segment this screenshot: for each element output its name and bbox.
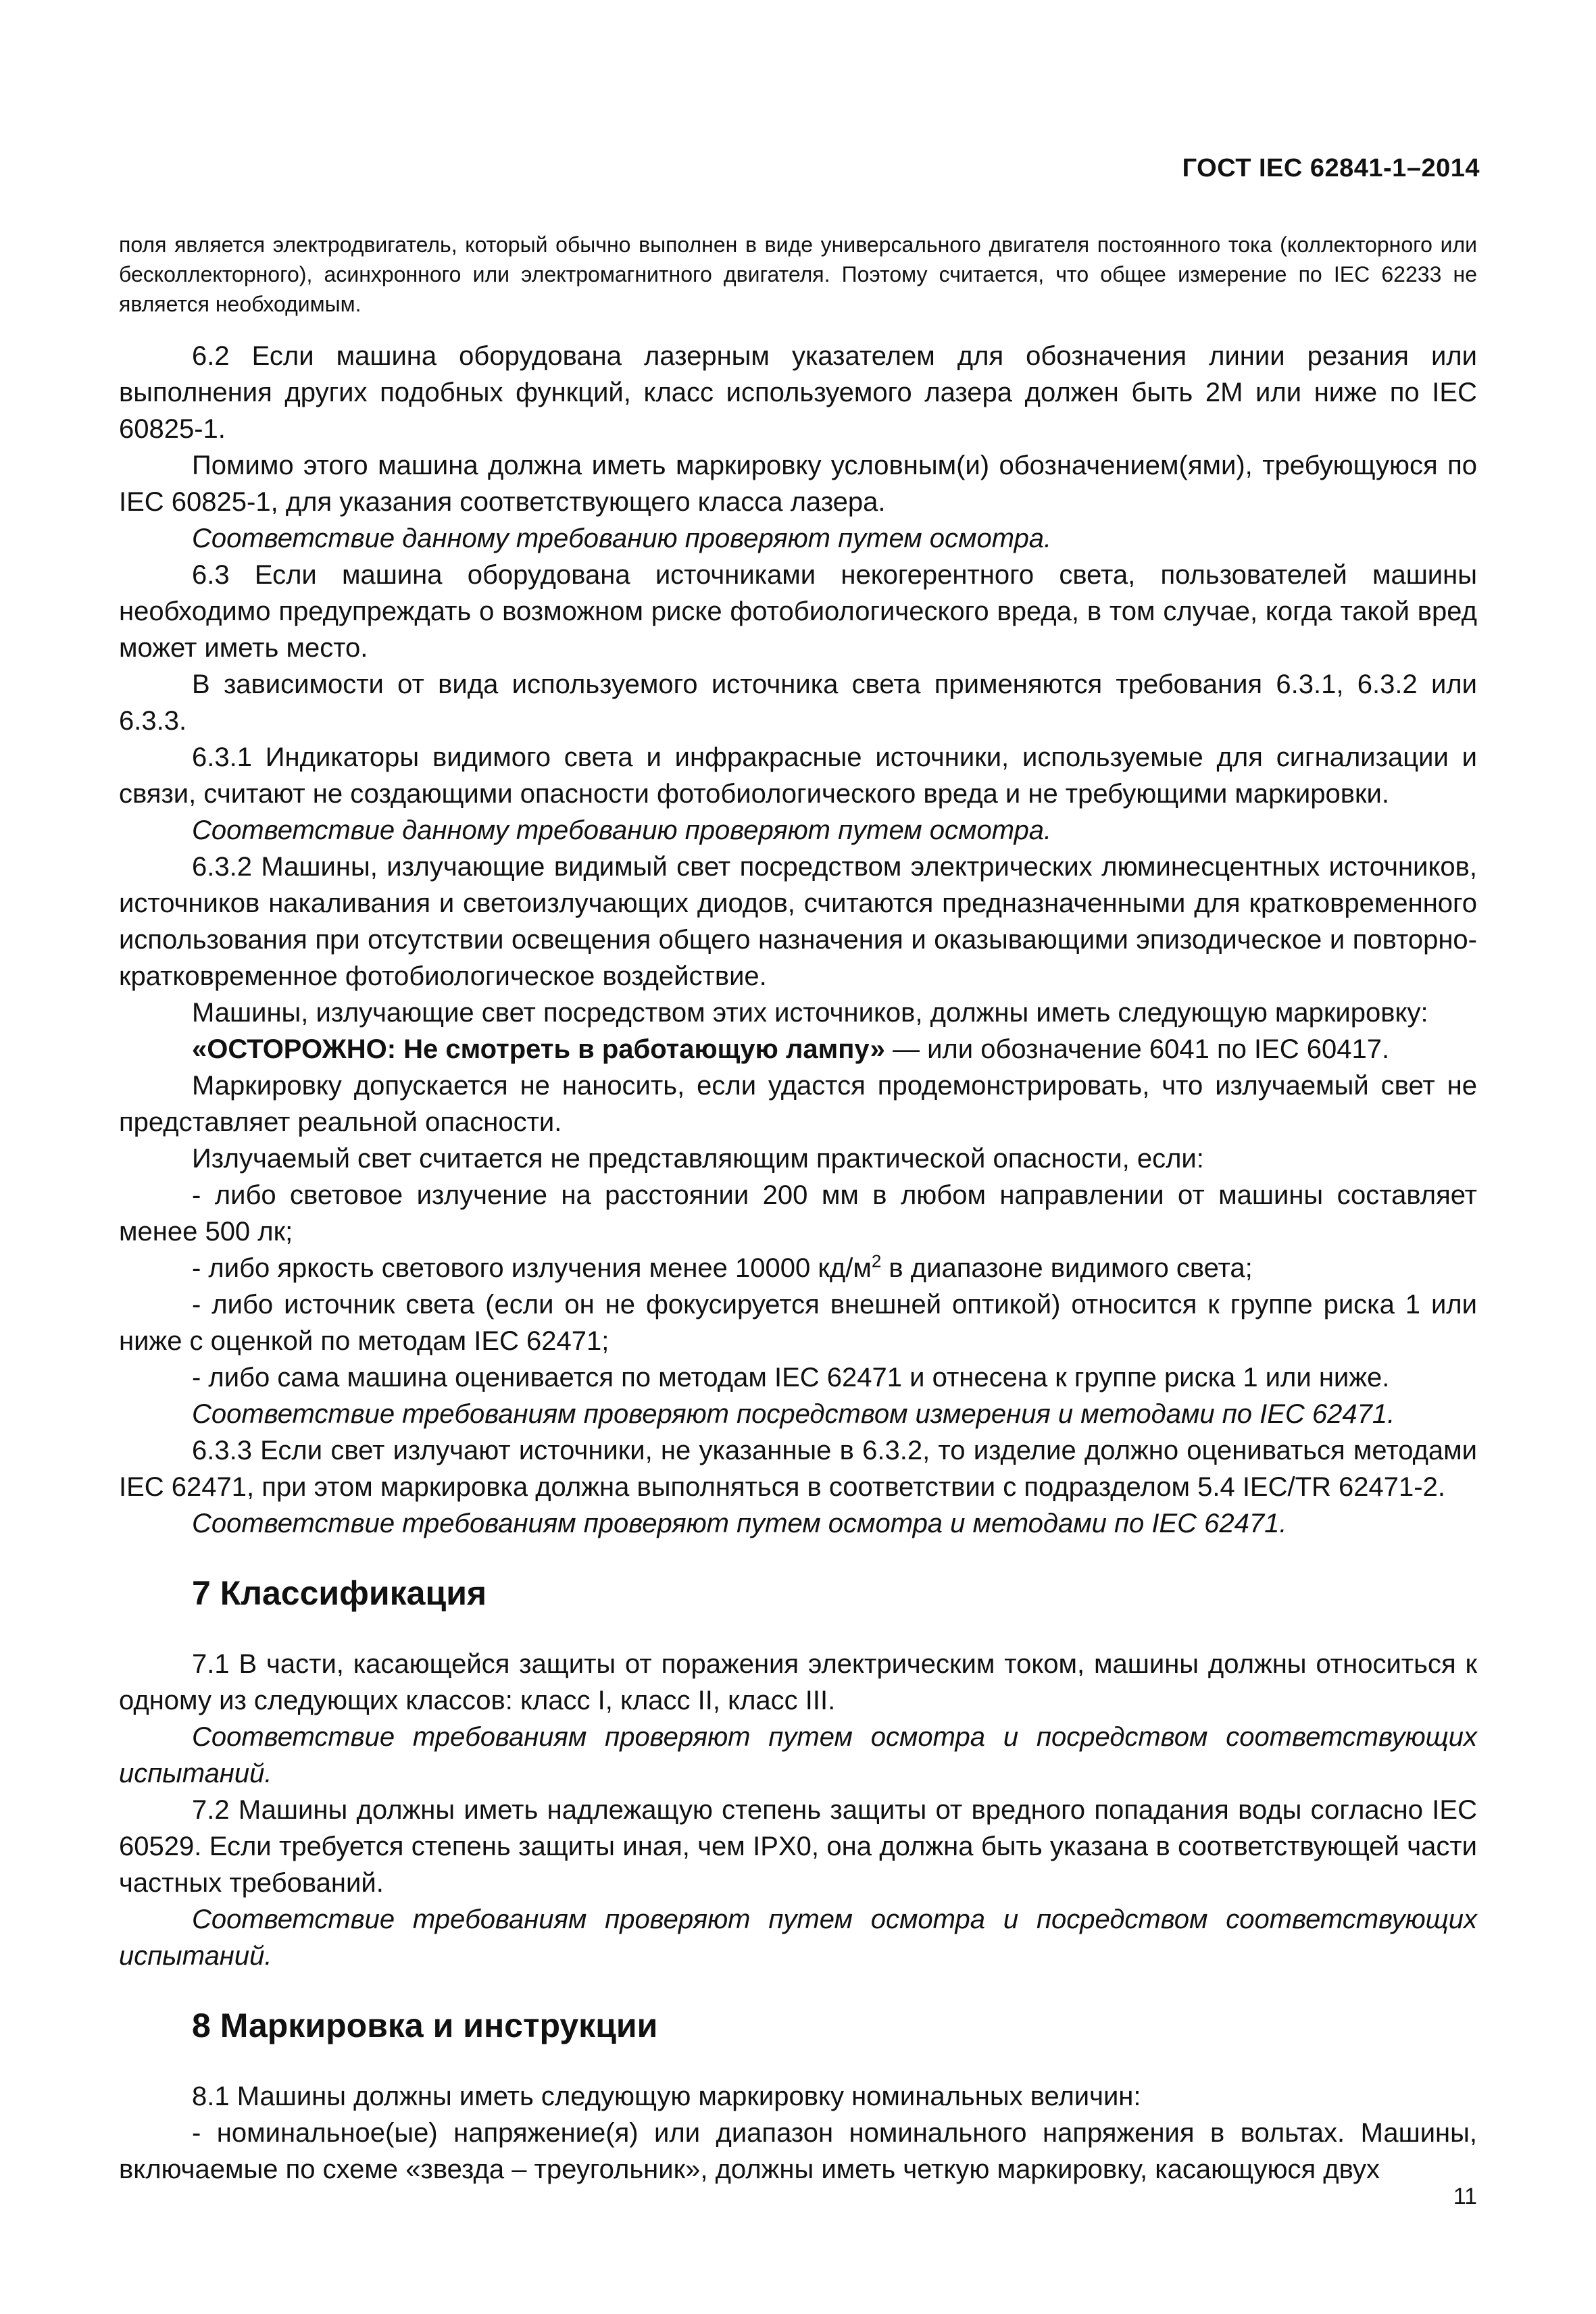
para-6-3-1: 6.3.1 Индикаторы видимого света и инфракрасные источники, используемые для сигнализации и связи, считают не создающими опасности фотобиологического вреда и не требующими маркировки. bbox=[119, 743, 1477, 809]
para-6-3-3: 6.3.3 Если свет излучают источники, не указанные в 6.3.2, то изделие должно оцениваться методами IEC 62471, при этом маркировка должна выполняться в соответствии с подразделом 5.4 IEC/TR 62471-2. bbox=[119, 1436, 1477, 1502]
para-6-3-2-exemption: Маркировку допускается не наносить, если удастся продемонстрировать, что излучаемый свет не представляет реальной опасности. bbox=[119, 1071, 1477, 1137]
para-7-1: 7.1 В части, касающейся защиты от поражения электрическим током, машины должны относиться к одному из следующих классов: класс I, класс II, класс III. bbox=[119, 1649, 1477, 1715]
marking-item-1: - номинальное(ые) напряжение(я) или диапазон номинального напряжения в вольтах. Машины, включаемые по схеме «звезда – треугольник», должны иметь четкую маркировку, касающуюся двух bbox=[119, 2118, 1477, 2184]
condition-item-1: - либо световое излучение на расстоянии 200 мм в любом направлении от машины составляет менее 500 лк; bbox=[119, 1180, 1477, 1247]
para-6-2: 6.2 Если машина оборудована лазерным указателем для обозначения линии резания или выполнения других подобных функций, класс используемого лазера должен быть 2М или ниже по IEC 60825-1. bbox=[119, 341, 1477, 444]
check-6-3-3: Соответствие требованиям проверяют путем осмотра и методами по IEC 62471. bbox=[192, 1509, 1287, 1538]
para-6-3-2-marking: Машины, излучающие свет посредством этих источников, должны иметь следующую маркировку: bbox=[192, 998, 1428, 1028]
check-7-1: Соответствие требованиям проверяют путем осмотра и посредством соответствующих испытаний. bbox=[119, 1722, 1477, 1788]
warning-symbol-ref: — или обозначение 6041 по IEC 60417. bbox=[884, 1034, 1390, 1064]
check-7-2: Соответствие требованиям проверяют путем осмотра и посредством соответствующих испытаний. bbox=[119, 1905, 1477, 1971]
condition-item-2-text: - либо яркость светового излучения менее 10000 кд/м bbox=[192, 1253, 872, 1283]
section-8-heading: 8 Маркировка и инструкции bbox=[192, 2007, 658, 2044]
condition-item-4: - либо сама машина оценивается по методам IEC 62471 и отнесена к группе риска 1 или ниже. bbox=[192, 1363, 1390, 1392]
para-6-3-2-conditions: Излучаемый свет считается не представляющим практической опасности, если: bbox=[192, 1144, 1204, 1174]
warning-text: «ОСТОРОЖНО: Не смотреть в работающую лампу» bbox=[192, 1034, 885, 1064]
check-6-3-1: Соответствие данному требованию проверяют путем осмотра. bbox=[192, 815, 1052, 845]
para-6-3-2: 6.3.2 Машины, излучающие видимый свет посредством электрических люминесцентных источников, источников накаливания и светоизлучающих диодов, считаются предназначенными для кратковременного использования при отсутствии освещения общего назначения и оказывающими эпизодическое и повторно-кратковременное фотобиологическое воздействие. bbox=[119, 852, 1477, 991]
check-6-2: Соответствие данному требованию проверяют путем осмотра. bbox=[192, 524, 1052, 553]
para-6-3: 6.3 Если машина оборудована источниками некогерентного света, пользователей машины необходимо предупреждать о возможном риске фотобиологического вреда, в том случае, когда такой вред может иметь место. bbox=[119, 560, 1477, 663]
check-6-3-2: Соответствие требованиям проверяют посредством измерения и методами по IEC 62471. bbox=[192, 1399, 1395, 1429]
condition-item-2 bbox=[119, 1250, 1477, 1286]
condition-item-3: - либо источник света (если он не фокусируется внешней оптикой) относится к группе риска 1 или ниже с оценкой по методам IEC 62471; bbox=[119, 1290, 1477, 1356]
para-7-2: 7.2 Машины должны иметь надлежащую степень защиты от вредного попадания воды согласно IEC 60529. Если требуется степень защиты иная, чем IPX0, она должна быть указана в соответствующей части частных требований. bbox=[119, 1795, 1477, 1898]
section-7-heading: 7 Классификация bbox=[192, 1574, 487, 1612]
superscript: 2 bbox=[871, 1251, 882, 1272]
condition-item-2-tail: в диапазоне видимого света; bbox=[881, 1253, 1253, 1283]
page-number: 11 bbox=[1453, 2184, 1477, 2209]
document-code-header: ГОСТ IEC 62841-1–2014 bbox=[1182, 154, 1480, 182]
page-body bbox=[119, 230, 1477, 2188]
warning-line bbox=[119, 1031, 1477, 1067]
para-6-3-requirements: В зависимости от вида используемого источника света применяются требования 6.3.1, 6.3.2 или 6.3.3. bbox=[119, 670, 1477, 736]
intro-paragraph: поля является электродвигатель, который обычно выполнен в виде универсального двигателя постоянного тока (коллекторного или бесколлекторного), асинхронного или электромагнитного двигателя. Поэтому считается, что общее измерение по IEC 62233 не является необходимым. bbox=[119, 232, 1477, 316]
para-6-2-marking: Помимо этого машина должна иметь маркировку условным(и) обозначением(ями), требующуюся по IEC 60825-1, для указания соответствующего класса лазера. bbox=[119, 451, 1477, 517]
para-8-1: 8.1 Машины должны иметь следующую маркировку номинальных величин: bbox=[192, 2082, 1141, 2111]
